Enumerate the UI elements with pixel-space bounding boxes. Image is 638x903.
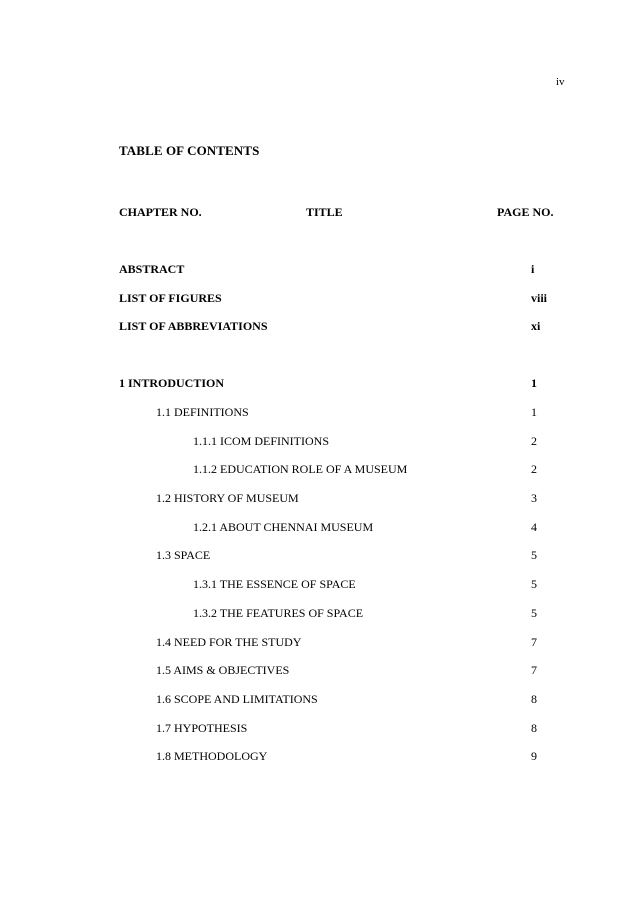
column-header-chapter: CHAPTER NO. — [119, 205, 202, 219]
toc-entry-label: LIST OF FIGURES — [119, 291, 222, 305]
toc-entry-label: 1.7 HYPOTHESIS — [156, 721, 248, 735]
toc-entry-1-7 — [0, 721, 638, 737]
toc-entry-list-of-abbreviations — [0, 319, 638, 335]
toc-entry-page: 8 — [531, 692, 537, 706]
toc-entry-list-of-figures — [0, 291, 638, 307]
toc-entry-1-3-2 — [0, 606, 638, 622]
toc-entry-label: 1.6 SCOPE AND LIMITATIONS — [156, 692, 318, 706]
toc-entry-label: 1.5 AIMS & OBJECTIVES — [156, 663, 290, 677]
column-header-page: PAGE NO. — [497, 205, 554, 219]
page-number: iv — [556, 76, 565, 88]
toc-entry-page: i — [531, 262, 535, 276]
toc-entry-1-4 — [0, 635, 638, 651]
toc-entry-1-5 — [0, 663, 638, 679]
toc-entry-chapter-1 — [0, 376, 638, 392]
column-header-title: TITLE — [306, 205, 343, 219]
toc-entry-label: 1.2 HISTORY OF MUSEUM — [156, 491, 299, 505]
toc-entry-1-8 — [0, 749, 638, 765]
toc-entry-page: 3 — [531, 491, 537, 505]
toc-entry-1-1-1 — [0, 434, 638, 450]
toc-title: TABLE OF CONTENTS — [119, 143, 260, 158]
toc-entry-page: 4 — [531, 520, 537, 534]
toc-entry-page: 8 — [531, 721, 537, 735]
toc-entry-page: 2 — [531, 434, 537, 448]
toc-entry-1-2-1 — [0, 520, 638, 536]
toc-entry-label: ABSTRACT — [119, 262, 185, 276]
toc-entry-label: 1.8 METHODOLOGY — [156, 749, 268, 763]
toc-entry-label: 1.1.2 EDUCATION ROLE OF A MUSEUM — [193, 462, 408, 476]
toc-entry-page: 2 — [531, 462, 537, 476]
toc-entry-page: 5 — [531, 606, 537, 620]
toc-entry-1-6 — [0, 692, 638, 708]
toc-entry-page: viii — [531, 291, 548, 305]
toc-entry-abstract — [0, 262, 638, 278]
toc-entry-page: 1 — [531, 376, 537, 390]
toc-entry-label: 1 INTRODUCTION — [119, 376, 225, 390]
toc-entry-label: 1.3.2 THE FEATURES OF SPACE — [193, 606, 364, 620]
toc-entry-1-1 — [0, 405, 638, 421]
toc-entry-1-1-2 — [0, 462, 638, 478]
toc-entry-page: 5 — [531, 548, 537, 562]
toc-entry-label: LIST OF ABBREVIATIONS — [119, 319, 268, 333]
toc-entry-label: 1.4 NEED FOR THE STUDY — [156, 635, 302, 649]
toc-entry-page: 7 — [531, 663, 537, 677]
toc-entry-page: 9 — [531, 749, 537, 763]
toc-entry-page: 1 — [531, 405, 537, 419]
toc-entry-label: 1.3 SPACE — [156, 548, 211, 562]
toc-entry-page: 5 — [531, 577, 537, 591]
toc-entry-page: xi — [531, 319, 541, 333]
toc-entry-1-2 — [0, 491, 638, 507]
toc-entry-page: 7 — [531, 635, 537, 649]
toc-entry-1-3 — [0, 548, 638, 564]
toc-entry-label: 1.2.1 ABOUT CHENNAI MUSEUM — [193, 520, 374, 534]
toc-entry-label: 1.3.1 THE ESSENCE OF SPACE — [193, 577, 356, 591]
toc-entry-label: 1.1 DEFINITIONS — [156, 405, 249, 419]
toc-entry-label: 1.1.1 ICOM DEFINITIONS — [193, 434, 329, 448]
toc-entry-1-3-1 — [0, 577, 638, 593]
